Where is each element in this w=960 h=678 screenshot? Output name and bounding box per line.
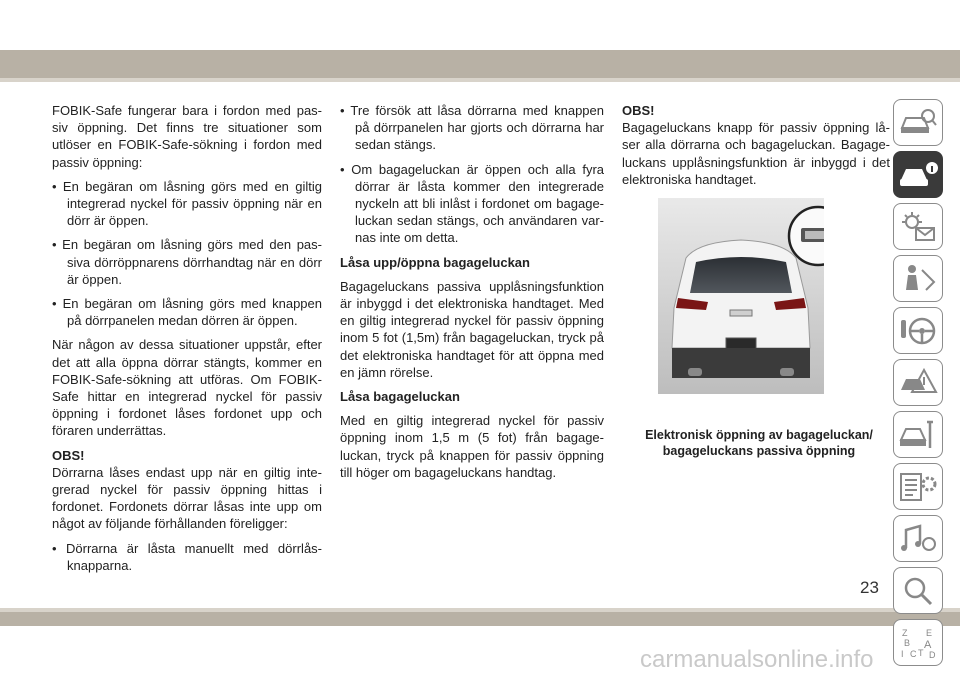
caption-line: bagageluckans passiva öppning [662, 444, 856, 458]
warning-light-icon [898, 210, 938, 244]
page-number: 23 [860, 578, 879, 597]
tab-multimedia[interactable] [893, 515, 943, 562]
header-band [0, 50, 960, 78]
tab-car-info[interactable] [893, 151, 943, 198]
bullet-item: • Tre försök att låsa dörrarna med knappen på dörrpanelen har gjorts och dörrarna har sedan stängs. [340, 103, 604, 153]
index-letter: I [901, 648, 904, 659]
bullet-item: • En begäran om låsning görs med en giltig integrerad nyckel för passiv öppning när en dörr är öppen. [52, 178, 322, 229]
tab-index[interactable] [893, 619, 943, 666]
watermark: carmanualsonline.info [640, 646, 874, 673]
tab-specs[interactable] [893, 463, 943, 510]
multimedia-icon [898, 522, 938, 556]
section-heading: Låsa bagageluckan [340, 389, 460, 405]
figure-caption [630, 427, 888, 459]
note-heading: OBS! [622, 103, 655, 118]
tab-steering[interactable] [893, 307, 943, 354]
tab-car-search[interactable] [893, 99, 943, 146]
emergency-icon [898, 366, 938, 400]
index-letter: E [926, 627, 933, 638]
column-left [52, 102, 322, 581]
section-heading: Låsa upp/öppna bagageluckan [340, 254, 530, 270]
index-icon [898, 626, 938, 660]
index-letter: A [924, 638, 932, 651]
tab-emergency[interactable] [893, 359, 943, 406]
note-heading: OBS! [52, 447, 85, 463]
caption-line: Elektronisk öppning av bagageluckan/ [645, 428, 873, 442]
paragraph: Bagageluckans passiva upplåsningsfunktion är inbyggd i det elektroniska handtaget. Med en giltig integrerad nyckel för passiv öppning inom 5 fot (1,5m) från bagageluckan, tryck på det elektroniska handtaget för att öppna med en jämn rörelse. [340, 278, 604, 380]
paragraph: Med en giltig integrerad nyckel för passiv öppning inom 1,5 m (5 fot) från bagage-luckan, tryck på knappen för passiv öppning till höger om bagageluckans handtag. [340, 413, 604, 480]
bullet-item: • Om bagageluckan är öppen och alla fyra dörrar är låsta kommer den integrerade nyckeln att bli inlåst i fordonet om bagage-luckan sedan stängs, och användaren var-nas inte om detta. [340, 161, 604, 246]
index-letter: C [910, 648, 917, 659]
paragraph: Dörrarna låses endast upp när en giltig inte-grerad nyckel för passiv öppning hittas i fordonet. Fordonets dörrar låsas inte upp om något av följande förhållanden föreligger: [52, 464, 322, 532]
index-letter: T [918, 647, 924, 658]
index-letter: B [904, 637, 911, 648]
tailgate-photo [658, 198, 824, 394]
paragraph: FOBIK-Safe fungerar bara i fordon med pas-siv öppning. Det finns tre situationer som utlöser en FOBIK-Safe-sökning i fordon med passiv öppning: [52, 103, 322, 170]
car-search-icon [898, 106, 938, 140]
chapter-tabs [893, 99, 945, 671]
index-letter: D [929, 649, 936, 660]
car-info-icon [898, 158, 938, 192]
paragraph: Bagageluckans knapp för passiv öppning lå-ser alla dörrarna och bagageluckan. Bagage-luckans upplåsningsfunktion är inbyggd i det elektroniska handtaget. [622, 120, 890, 187]
specs-icon [898, 470, 938, 504]
steering-wheel-icon [898, 314, 938, 348]
column-right [622, 102, 890, 195]
car-service-icon [898, 418, 938, 452]
tab-car-service[interactable] [893, 411, 943, 458]
search-icon [898, 574, 938, 608]
footer-band [0, 612, 960, 626]
bullet-item: • En begäran om låsning görs med knappen på dörrpanelen medan dörren är öppen. [52, 296, 322, 329]
column-middle [340, 102, 604, 488]
tab-search[interactable] [893, 567, 943, 614]
index-letter: Z [902, 627, 908, 638]
tab-warning-light[interactable] [893, 203, 943, 250]
bullet-item: • En begäran om låsning görs med den pas-siva dörröppnarens dörrhandtag när en dörr är öppen. [52, 237, 322, 287]
bullet-item: • Dörrarna är låsta manuellt med dörrlås-knapparna. [52, 540, 322, 573]
tab-airbag[interactable] [893, 255, 943, 302]
paragraph: När någon av dessa situationer uppstår, efter det att alla öppna dörrar stängts, kommer en FOBIK-Safe-sökning att utföras. Om FOBIK-Safe hittar en integrerad nyckel för passiv öppning i fordonet låses fordonet upp och föraren underrättas. [52, 337, 322, 439]
airbag-icon [898, 262, 938, 296]
